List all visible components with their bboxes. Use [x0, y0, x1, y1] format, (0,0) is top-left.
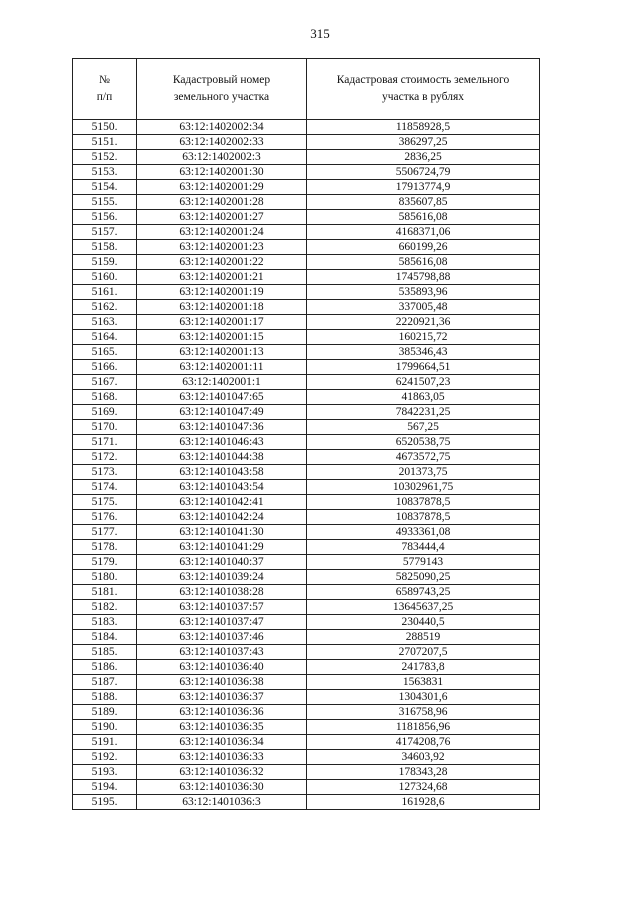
row-number-cell: 5192.: [73, 750, 137, 765]
row-number-cell: 5163.: [73, 315, 137, 330]
row-number-cell: 5170.: [73, 420, 137, 435]
row-number-cell: 5195.: [73, 795, 137, 810]
cadastral-number-cell: 63:12:1401036:37: [137, 690, 307, 705]
cadastral-number-cell: 63:12:1401038:28: [137, 585, 307, 600]
table-row: [73, 510, 540, 525]
cadastral-value-cell: 127324,68: [307, 780, 540, 795]
page-number: 315: [310, 26, 330, 41]
row-number-cell: 5180.: [73, 570, 137, 585]
cadastral-number-cell: 63:12:1402002:34: [137, 120, 307, 135]
table-body: [73, 120, 540, 810]
cadastral-number-cell: 63:12:1401043:58: [137, 465, 307, 480]
cadastral-number-cell: 63:12:1401037:57: [137, 600, 307, 615]
header-cadastral-value: [307, 59, 540, 120]
table-row: [73, 795, 540, 810]
row-number-cell: 5177.: [73, 525, 137, 540]
row-number-cell: 5176.: [73, 510, 137, 525]
cadastral-number-cell: 63:12:1401042:24: [137, 510, 307, 525]
cadastral-value-cell: 2836,25: [307, 150, 540, 165]
cadastral-value-cell: 6241507,23: [307, 375, 540, 390]
cadastral-number-cell: 63:12:1401047:65: [137, 390, 307, 405]
table-row: [73, 180, 540, 195]
table-row: [73, 165, 540, 180]
cadastral-value-cell: 386297,25: [307, 135, 540, 150]
cadastral-value-cell: 4673572,75: [307, 450, 540, 465]
cadastral-value-cell: 6520538,75: [307, 435, 540, 450]
cadastral-number-cell: 63:12:1401036:30: [137, 780, 307, 795]
cadastral-number-cell: 63:12:1402001:23: [137, 240, 307, 255]
row-number-cell: 5190.: [73, 720, 137, 735]
cadastral-value-table: [72, 58, 540, 810]
cadastral-number-cell: 63:12:1401043:54: [137, 480, 307, 495]
cadastral-number-cell: 63:12:1402002:33: [137, 135, 307, 150]
cadastral-number-cell: 63:12:1401036:3: [137, 795, 307, 810]
table-row: [73, 375, 540, 390]
row-number-cell: 5179.: [73, 555, 137, 570]
table-row: [73, 720, 540, 735]
cadastral-value-cell: 7842231,25: [307, 405, 540, 420]
header-cadastral-line2: земельного участка: [173, 91, 270, 103]
row-number-cell: 5173.: [73, 465, 137, 480]
row-number-cell: 5189.: [73, 705, 137, 720]
cadastral-number-cell: 63:12:1401041:29: [137, 540, 307, 555]
row-number-cell: 5191.: [73, 735, 137, 750]
table-row: [73, 555, 540, 570]
cadastral-value-cell: 161928,6: [307, 795, 540, 810]
cadastral-value-cell: 5506724,79: [307, 165, 540, 180]
row-number-cell: 5169.: [73, 405, 137, 420]
row-number-cell: 5175.: [73, 495, 137, 510]
table-row: [73, 750, 540, 765]
cadastral-number-cell: 63:12:1402001:18: [137, 300, 307, 315]
cadastral-value-cell: 4168371,06: [307, 225, 540, 240]
header-cadastral-number: [137, 59, 307, 120]
cadastral-number-cell: 63:12:1402001:19: [137, 285, 307, 300]
table-row: [73, 405, 540, 420]
cadastral-value-cell: 567,25: [307, 420, 540, 435]
cadastral-number-cell: 63:12:1402001:28: [137, 195, 307, 210]
table-row: [73, 210, 540, 225]
table-row: [73, 645, 540, 660]
cadastral-number-cell: 63:12:1402001:13: [137, 345, 307, 360]
cadastral-number-cell: 63:12:1401039:24: [137, 570, 307, 585]
table-row: [73, 675, 540, 690]
table-row: [73, 150, 540, 165]
row-number-cell: 5152.: [73, 150, 137, 165]
row-number-cell: 5159.: [73, 255, 137, 270]
cadastral-number-cell: 63:12:1401047:49: [137, 405, 307, 420]
header-num-line1: №: [99, 74, 110, 86]
cadastral-value-cell: 10302961,75: [307, 480, 540, 495]
cadastral-value-cell: 41863,05: [307, 390, 540, 405]
cadastral-value-cell: 316758,96: [307, 705, 540, 720]
cadastral-value-cell: 2707207,5: [307, 645, 540, 660]
cadastral-value-cell: 1181856,96: [307, 720, 540, 735]
cadastral-number-cell: 63:12:1401036:33: [137, 750, 307, 765]
cadastral-number-cell: 63:12:1402001:17: [137, 315, 307, 330]
table-row: [73, 270, 540, 285]
cadastral-value-cell: 288519: [307, 630, 540, 645]
table-row: [73, 690, 540, 705]
cadastral-number-cell: 63:12:1401036:35: [137, 720, 307, 735]
cadastral-value-cell: 10837878,5: [307, 510, 540, 525]
cadastral-value-cell: 241783,8: [307, 660, 540, 675]
row-number-cell: 5174.: [73, 480, 137, 495]
cadastral-value-cell: 5779143: [307, 555, 540, 570]
table-header-row: [73, 59, 540, 120]
cadastral-number-cell: 63:12:1401047:36: [137, 420, 307, 435]
table-row: [73, 705, 540, 720]
table-row: [73, 360, 540, 375]
cadastral-value-cell: 2220921,36: [307, 315, 540, 330]
table-row: [73, 660, 540, 675]
table-row: [73, 345, 540, 360]
cadastral-number-cell: 63:12:1402001:27: [137, 210, 307, 225]
table-row: [73, 120, 540, 135]
row-number-cell: 5187.: [73, 675, 137, 690]
cadastral-value-cell: 1304301,6: [307, 690, 540, 705]
cadastral-number-cell: 63:12:1402001:30: [137, 165, 307, 180]
cadastral-number-cell: 63:12:1401041:30: [137, 525, 307, 540]
header-value-line2: участка в рублях: [381, 91, 464, 103]
cadastral-number-cell: 63:12:1402001:11: [137, 360, 307, 375]
cadastral-number-cell: 63:12:1401036:34: [137, 735, 307, 750]
cadastral-value-cell: 535893,96: [307, 285, 540, 300]
row-number-cell: 5157.: [73, 225, 137, 240]
cadastral-value-cell: 201373,75: [307, 465, 540, 480]
table-row: [73, 450, 540, 465]
row-number-cell: 5160.: [73, 270, 137, 285]
cadastral-number-cell: 63:12:1401036:36: [137, 705, 307, 720]
table-row: [73, 195, 540, 210]
table-row: [73, 135, 540, 150]
cadastral-value-cell: 585616,08: [307, 210, 540, 225]
table-row: [73, 480, 540, 495]
cadastral-value-cell: 230440,5: [307, 615, 540, 630]
cadastral-number-cell: 63:12:1402001:29: [137, 180, 307, 195]
row-number-cell: 5186.: [73, 660, 137, 675]
row-number-cell: 5178.: [73, 540, 137, 555]
cadastral-number-cell: 63:12:1402001:15: [137, 330, 307, 345]
table-row: [73, 285, 540, 300]
cadastral-value-cell: 34603,92: [307, 750, 540, 765]
cadastral-value-cell: 6589743,25: [307, 585, 540, 600]
row-number-cell: 5193.: [73, 765, 137, 780]
row-number-cell: 5188.: [73, 690, 137, 705]
table-row: [73, 525, 540, 540]
cadastral-number-cell: 63:12:1401036:38: [137, 675, 307, 690]
header-num-line2: п/п: [96, 91, 113, 103]
table-row: [73, 495, 540, 510]
cadastral-number-cell: 63:12:1402001:21: [137, 270, 307, 285]
table-row: [73, 435, 540, 450]
cadastral-value-cell: 337005,48: [307, 300, 540, 315]
cadastral-value-cell: 1745798,88: [307, 270, 540, 285]
row-number-cell: 5172.: [73, 450, 137, 465]
cadastral-value-cell: 4174208,76: [307, 735, 540, 750]
row-number-cell: 5161.: [73, 285, 137, 300]
cadastral-value-cell: 17913774,9: [307, 180, 540, 195]
row-number-cell: 5194.: [73, 780, 137, 795]
cadastral-value-cell: 660199,26: [307, 240, 540, 255]
table-row: [73, 600, 540, 615]
cadastral-value-cell: 783444,4: [307, 540, 540, 555]
cadastral-number-cell: 63:12:1401037:47: [137, 615, 307, 630]
table-row: [73, 465, 540, 480]
table-row: [73, 390, 540, 405]
row-number-cell: 5154.: [73, 180, 137, 195]
row-number-cell: 5182.: [73, 600, 137, 615]
table-row: [73, 570, 540, 585]
row-number-cell: 5153.: [73, 165, 137, 180]
cadastral-value-cell: 11858928,5: [307, 120, 540, 135]
table-row: [73, 225, 540, 240]
table-row: [73, 765, 540, 780]
table-row: [73, 300, 540, 315]
row-number-cell: 5183.: [73, 615, 137, 630]
row-number-cell: 5184.: [73, 630, 137, 645]
row-number-cell: 5150.: [73, 120, 137, 135]
cadastral-number-cell: 63:12:1402001:22: [137, 255, 307, 270]
table-row: [73, 540, 540, 555]
cadastral-number-cell: 63:12:1401040:37: [137, 555, 307, 570]
cadastral-value-cell: 835607,85: [307, 195, 540, 210]
cadastral-value-cell: 1799664,51: [307, 360, 540, 375]
table-row: [73, 780, 540, 795]
row-number-cell: 5165.: [73, 345, 137, 360]
cadastral-number-cell: 63:12:1401042:41: [137, 495, 307, 510]
cadastral-number-cell: 63:12:1402001:24: [137, 225, 307, 240]
cadastral-number-cell: 63:12:1401046:43: [137, 435, 307, 450]
row-number-cell: 5181.: [73, 585, 137, 600]
cadastral-number-cell: 63:12:1401037:46: [137, 630, 307, 645]
table-row: [73, 735, 540, 750]
row-number-cell: 5167.: [73, 375, 137, 390]
cadastral-value-cell: 4933361,08: [307, 525, 540, 540]
row-number-cell: 5162.: [73, 300, 137, 315]
cadastral-value-cell: 13645637,25: [307, 600, 540, 615]
header-cadastral-line1: Кадастровый номер: [172, 74, 271, 86]
row-number-cell: 5185.: [73, 645, 137, 660]
row-number-cell: 5151.: [73, 135, 137, 150]
cadastral-value-cell: 5825090,25: [307, 570, 540, 585]
cadastral-number-cell: 63:12:1402001:1: [137, 375, 307, 390]
cadastral-number-cell: 63:12:1401036:40: [137, 660, 307, 675]
cadastral-number-cell: 63:12:1401044:38: [137, 450, 307, 465]
row-number-cell: 5158.: [73, 240, 137, 255]
table-row: [73, 615, 540, 630]
header-value-line1: Кадастровая стоимость земельного: [336, 74, 510, 86]
row-number-cell: 5166.: [73, 360, 137, 375]
row-number-cell: 5155.: [73, 195, 137, 210]
table-row: [73, 585, 540, 600]
cadastral-value-cell: 1563831: [307, 675, 540, 690]
table-row: [73, 315, 540, 330]
table-row: [73, 330, 540, 345]
row-number-cell: 5168.: [73, 390, 137, 405]
cadastral-value-cell: 585616,08: [307, 255, 540, 270]
cadastral-value-cell: 160215,72: [307, 330, 540, 345]
table-row: [73, 240, 540, 255]
header-row-number: [73, 59, 137, 120]
table-row: [73, 255, 540, 270]
cadastral-number-cell: 63:12:1401037:43: [137, 645, 307, 660]
cadastral-number-cell: 63:12:1401036:32: [137, 765, 307, 780]
table-row: [73, 630, 540, 645]
cadastral-number-cell: 63:12:1402002:3: [137, 150, 307, 165]
cadastral-value-cell: 10837878,5: [307, 495, 540, 510]
row-number-cell: 5164.: [73, 330, 137, 345]
row-number-cell: 5156.: [73, 210, 137, 225]
cadastral-value-cell: 178343,28: [307, 765, 540, 780]
cadastral-value-cell: 385346,43: [307, 345, 540, 360]
table-row: [73, 420, 540, 435]
row-number-cell: 5171.: [73, 435, 137, 450]
